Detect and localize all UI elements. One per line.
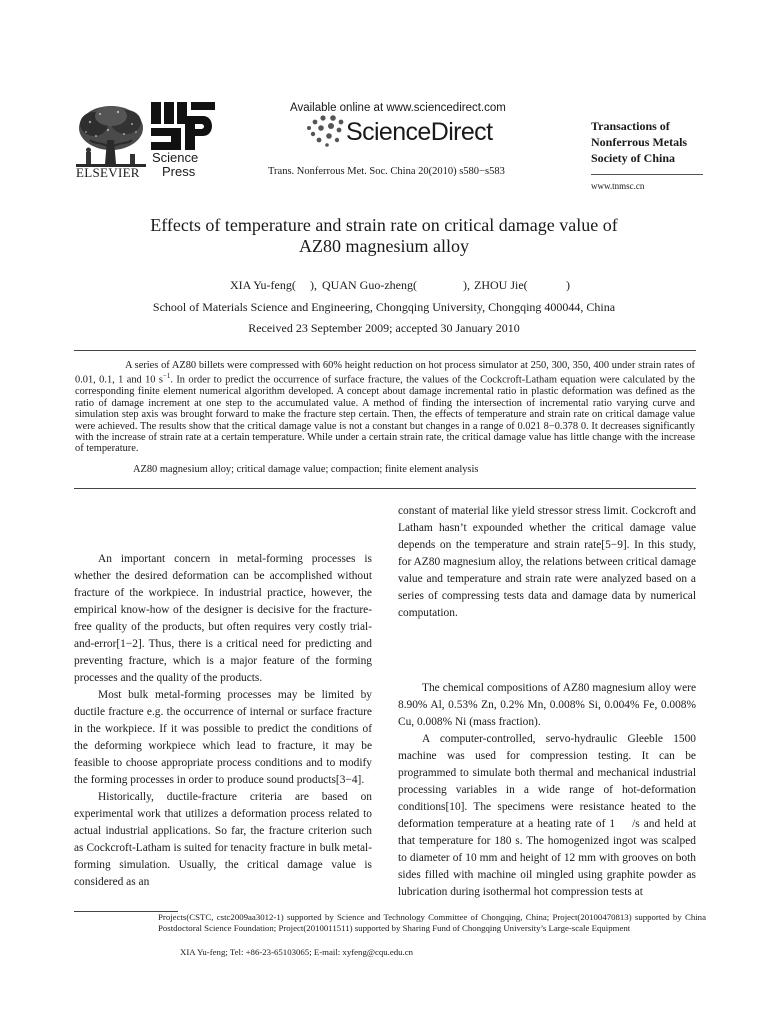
- journal-name-line3: Society of China: [591, 151, 675, 165]
- author-separator: ): [566, 278, 570, 292]
- corresponding-author-footnote: XIA Yu-feng; Tel: +86-23-65103065; E-mail: xyfeng@cqu.edu.cn: [180, 947, 414, 957]
- keywords: AZ80 magnesium alloy; critical damage value; compaction; finite element analysis: [133, 464, 479, 475]
- body-paragraph: Most bulk metal-forming processes may be limited by ductile fracture e.g. the occurrence of internal or surface fracture in the workpiece. If it was possible to predict the conditions of the deforming workpiece which lead to fracture, it may be feasible to choose appropriate process conditions and to modify the forming processes in order to produce sound products[3−4].: [74, 689, 372, 786]
- body-paragraph: A computer-controlled, servo-hydraulic Gleeble 1500 machine was used for compression testing. It can be programmed to simulate both thermal and mechanical industrial processing variables in a wide range of hot-deformation conditions[10]. The specimens were resistance heated to the deformation temperature at a heating rate of 1 /s and held at that temperature for 180 s. The homogenized ingot was scalped to diameter of 10 mm and height of 12 mm with grooves on both sides filled with machine oil mingled using graphite powder as lubrication during isothermal hot compression tests at: [398, 733, 696, 898]
- article-title: [60, 215, 708, 257]
- title-line2: AZ80 magnesium alloy: [299, 236, 469, 256]
- journal-website-link[interactable]: www.tnmsc.cn: [591, 181, 645, 191]
- publisher-name: ELSEVIER: [76, 165, 140, 180]
- author-name: XIA Yu-feng(: [230, 278, 296, 292]
- press-name-line1: Science: [152, 150, 199, 165]
- title-line1: Effects of temperature and strain rate on critical damage value of: [150, 215, 618, 235]
- left-column: [74, 551, 372, 891]
- sciencedirect-dots-icon: [303, 114, 345, 148]
- journal-name: [591, 118, 687, 166]
- affiliation: School of Materials Science and Engineering, Chongqing University, Chongqing 400044, China: [152, 300, 616, 314]
- header-divider: [591, 174, 703, 175]
- available-online-text: Available online at www.sciencedirect.com: [290, 102, 506, 114]
- right-column-bottom: [398, 680, 696, 901]
- body-paragraph: Historically, ductile-fracture criteria are based on experimental work that utilizes a deformation process related to actual industrial applications. So far, the fracture criterion such as Cockcroft-Latham is suited for tenacity fracture in bulk metal-forming simulation. Usually, the critical damage value is considered as an: [74, 791, 372, 888]
- author-separator: ),: [310, 278, 317, 292]
- body-paragraph: constant of material like yield stressor stress limit. Cockcroft and Latham hasn’t expounded whether the critical damage value depends on the temperature and strain rate[5−9]. In this study, for AZ80 magnesium alloy, the relations between critical damage value and temperature and strain rate were analyzed based on a series of compressing tests data and damage data by numerical computation.: [398, 505, 696, 619]
- funding-text: Projects(CSTC, cstc2009aa3012-1) supported by Science and Technology Committee of Chongqing, China; Project(20100470813) supported by China Postdoctoral Science Foundation; Project(2010011511) supported by Sharing Fund of Chongqing University’s Large-scale Equipment: [158, 912, 706, 933]
- body-paragraph: The chemical compositions of AZ80 magnesium alloy were 8.90% Al, 0.53% Zn, 0.2% Mn, 0.008% Si, 0.004% Fe, 0.008% Cu, 0.008% Ni (mass fraction).: [398, 682, 696, 728]
- body-paragraph: An important concern in metal-forming processes is whether the desired deformation can be accomplished without fracture of the workpiece. In industrial practice, however, the empirical know-how of the designer is decisive for the fracture-free quality of the products, but often requires very costly trial-and-error[1−2]. Thus, there is a critical need for predicting and preventing fracture, which is a major feature of the forming processes and the quality of the products.: [74, 553, 372, 684]
- right-column-top: [398, 503, 696, 622]
- platform-name: ScienceDirect: [346, 118, 493, 146]
- author-name: QUAN Guo-zheng(: [322, 278, 417, 292]
- journal-name-line2: Nonferrous Metals: [591, 135, 688, 149]
- author-separator: ),: [463, 278, 470, 292]
- press-name-line2: Press: [162, 164, 196, 179]
- journal-name-line1: Transactions of: [591, 119, 670, 133]
- received-dates: Received 23 September 2009; accepted 30 January 2010: [248, 321, 520, 335]
- journal-citation: Trans. Nonferrous Met. Soc. China 20(2010) s580−s583: [268, 166, 505, 177]
- abstract-superscript: −1: [162, 372, 171, 381]
- funding-footnote: [158, 912, 706, 934]
- abstract-text: [75, 360, 695, 455]
- science-press-icon: [151, 102, 215, 150]
- abstract-top-rule: [74, 350, 696, 351]
- abstract-part-b: . In order to predict the occurrence of surface fracture, the values of the Cockcroft-Latham equation were calculated by the corresponding finite element numerical algorithm developed. A concept about damage incremental ratio in plastic deformation was defined as the ratio of damage increment at one step to the accumulated value. A method of finding the intersection of incremental ratio varying curve and simulation step axis was brought forward to make the fracture step certain. Then, the effects of temperature and strain rate on critical damage value were achieved. The results show that the critical damage value is not a constant but changes in a range of 0.021 8−0.378 0. It decreases significantly with the increase of strain rate at a certain temperature. While under a certain strain rate, the critical damage value has little change with the increase of temperature.: [75, 374, 695, 455]
- author-name: ZHOU Jie(: [474, 278, 528, 292]
- abstract-bottom-rule: [74, 488, 696, 489]
- abstract-part-a: A series of AZ80 billets were compressed with 60% height reduction on hot process simulator at 250, 300, 350, 400 under strain rates of 0.01, 0.1, 1 and 10 s: [75, 360, 695, 386]
